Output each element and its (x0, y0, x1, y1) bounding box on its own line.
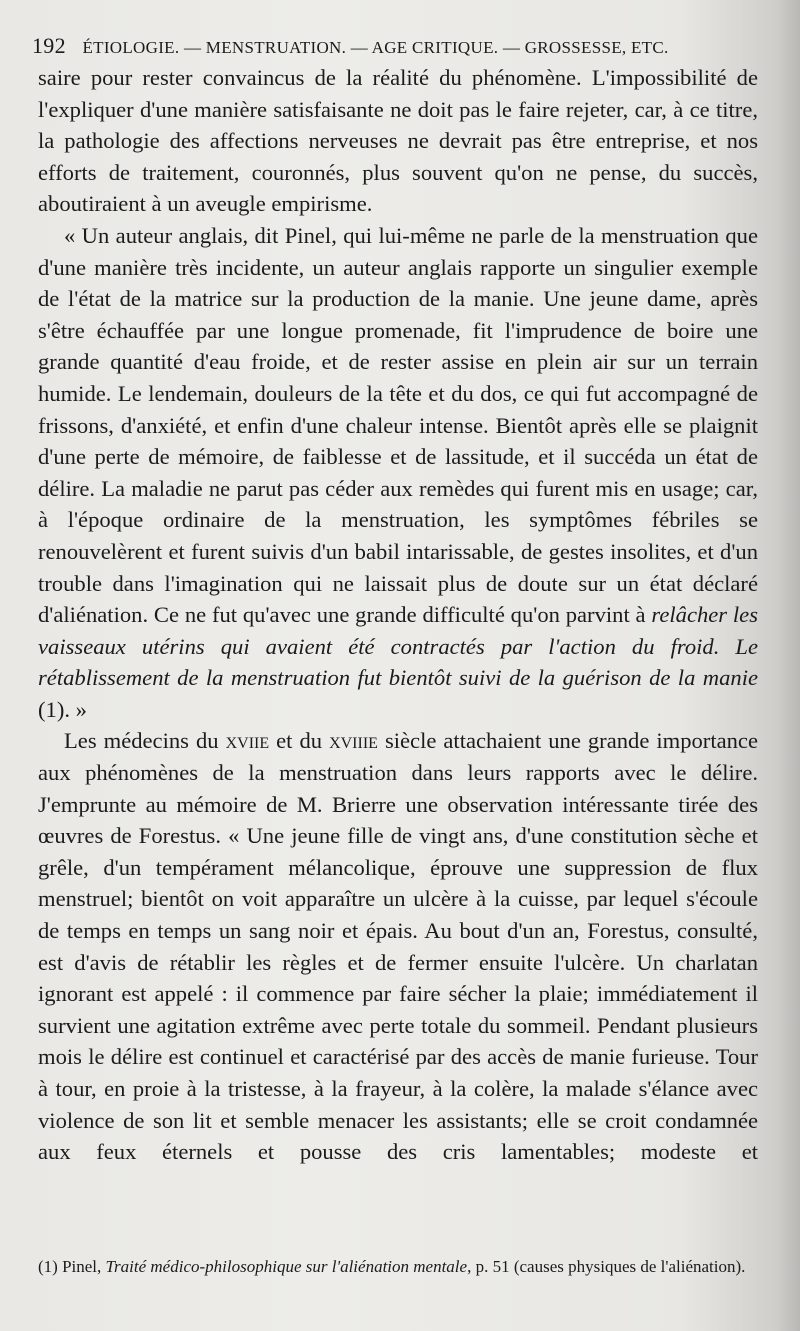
century-17: xviie (225, 728, 270, 754)
page-body (38, 62, 758, 1168)
paragraph-2 (38, 220, 758, 726)
footnote (38, 1255, 760, 1279)
page-number: 192 (32, 33, 66, 58)
paragraph-3-b: et du (269, 728, 330, 754)
paragraph-1: saire pour rester convaincus de la réalité du phénomène. L'impossibilité de l'expliquer d'une manière satisfaisante ne doit pas le faire rejeter, car, à ce titre, la pathologie des affections nerveuses ne devrait pas être entreprise, et nos efforts de traitement, couronnés, plus souvent qu'on ne pense, du succès, aboutiraient à un aveugle empirisme. (38, 65, 758, 217)
running-title: ÉTIOLOGIE. — MENSTRUATION. — AGE CRITIQUE. — GROSSESSE, ETC. (82, 38, 669, 57)
paragraph-2-roman: « Un auteur anglais, dit Pinel, qui lui-même ne parle de la menstruation que d'une manière très incidente, un auteur anglais rapporte un singulier exemple de l'état de la matrice sur la production de la manie. Une jeune dame, après s'être échauffée par une longue promenade, fit l'imprudence de boire une grande quantité d'eau froide, et de rester assise en plein air sur un terrain humide. Le lendemain, douleurs de la tête et du dos, ce qui fut accompagné de frissons, d'anxiété, et enfin d'une chaleur intense. Bientôt après elle se plaignit d'une perte de mémoire, de faiblesse et de lassitude, et il succéda un état de délire. La maladie ne parut pas céder aux remèdes qui furent mis en usage; car, à l'époque ordinaire de la menstruation, les symptômes fébriles se renouvelèrent et furent suivis d'un babil intarissable, de gestes insolites, et d'un trouble dans l'imagination qui ne laissait plus de doute sur un état déclaré d'aliénation. Ce ne fut qu'avec une grande difficulté qu'on parvint à (38, 222, 758, 628)
footnote-rest: , p. 51 (causes physiques de l'aliénation). (467, 1257, 746, 1276)
running-header (32, 33, 772, 59)
paragraph-3-c: siècle attachaient une grande importance aux phénomènes de la menstruation dans leurs rapports avec le délire. J'emprunte au mémoire de M. Brierre une observation intéressante tirée des œuvres de Forestus. « Une jeune fille de vingt ans, d'une constitution sèche et grêle, d'un tempérament mélancolique, éprouve une suppression de flux menstruel; bientôt on voit apparaître un ulcère à la cuisse, par lequel s'écoule de temps en temps un sang noir et épais. Au bout d'un an, Forestus, consulté, est d'avis de rétablir les règles et de fermer ensuite l'ulcère. Un charlatan ignorant est appelé : il commence par faire sécher la plaie; immédiatement il survient une agitation extrême avec perte totale du sommeil. Pendant plusieurs mois le délire est continuel et caractérisé par des accès de manie furieuse. Tour à tour, en proie à la tristesse, à la frayeur, à la colère, la malade s'élance avec violence de son lit et semble menacer les assistants; elle se croit condamnée aux feux éternels et pousse des cris lamentables; modeste et (38, 728, 758, 1165)
paragraph-2-end: (1). » (38, 696, 87, 722)
paragraph-3 (38, 725, 758, 1167)
century-18: xviiie (329, 728, 378, 754)
footnote-ref: (1) Pinel, (38, 1257, 106, 1276)
paragraph-3-a: Les médecins du (64, 728, 226, 754)
paragraph-2-italic: relâcher les vaisseaux utérins qui avaient été contractés par l'action du froid. Le rétablissement de la menstruation fut bientôt suivi de la guérison de la manie (38, 602, 759, 691)
footnote-title: Traité médico-philosophique sur l'aliénation mentale (105, 1257, 468, 1276)
